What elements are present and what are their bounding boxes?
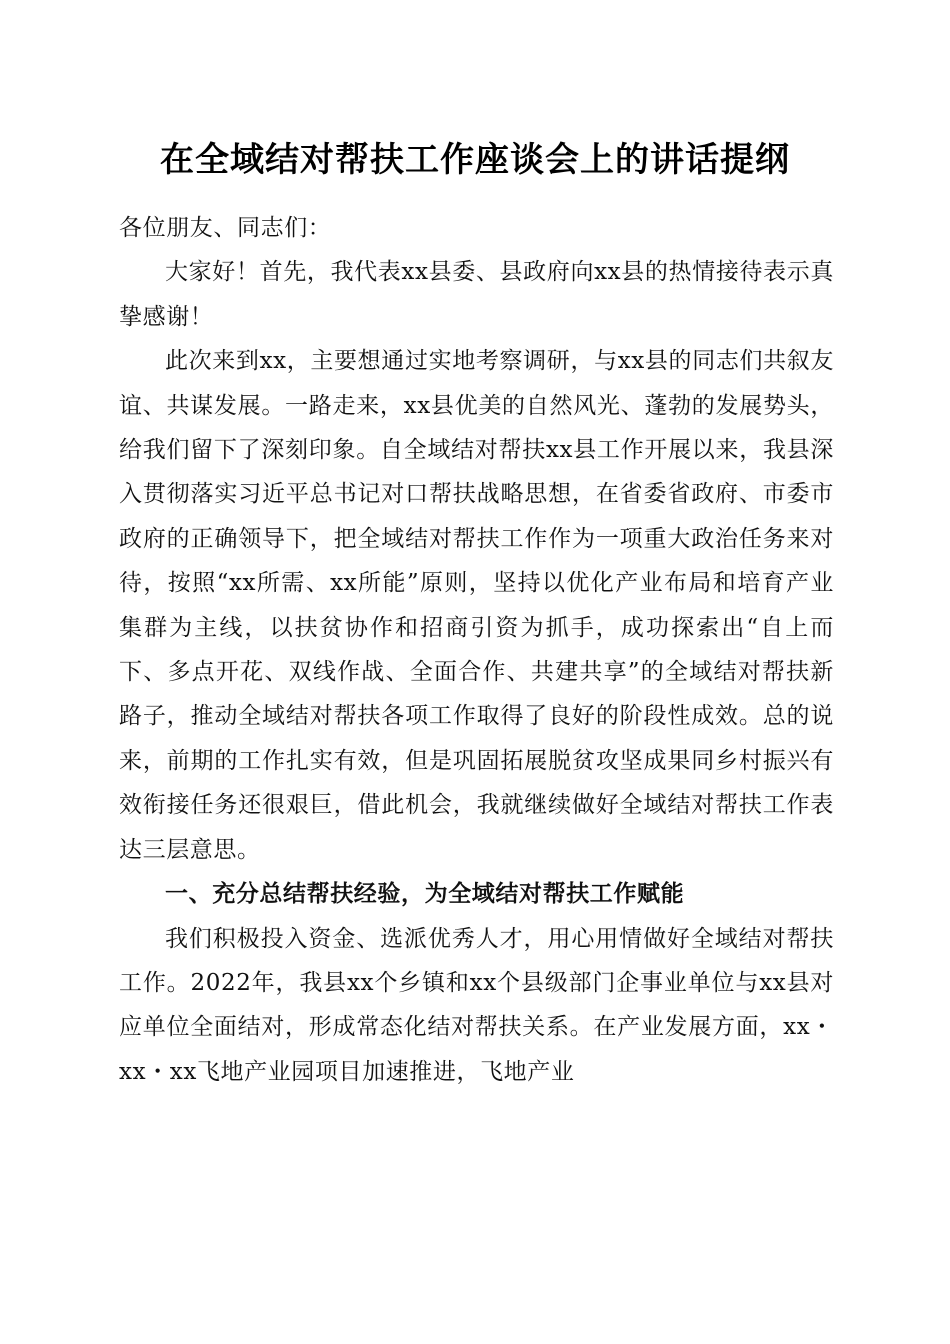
section-heading: 一、充分总结帮扶经验，为全域结对帮扶工作赋能 [165,881,685,908]
document-body [119,206,834,1094]
paragraph-greeting: 大家好！首先，我代表xx县委、县政府向xx县的热情接待表示真挚感谢！ [119,259,834,330]
paragraph-introduction: 此次来到xx，主要想通过实地考察调研，与xx县的同志们共叙友谊、共谋发展。一路走来，xx县优美的自然风光、蓬勃的发展势头，给我们留下了深刻印象。自全域结对帮扶xx县工作开展以来，我县深入贯彻落实习近平总书记对口帮扶战略思想，在省委省政府、市委市政府的正确领导下，把全域结对帮扶工作作为一项重大政治任务来对待，按照“xx所需、xx所能”原则，坚持以优化产业布局和培育产业集群为主线，以扶贫协作和招商引资为抓手，成功探索出“自上而下、多点开花、双线作战、全面合作、共建共享”的全域结对帮扶新路子，推动全域结对帮扶各项工作取得了良好的阶段性成效。总的说来，前期的工作扎实有效，但是巩固拓展脱贫攻坚成果同乡村振兴有效衔接任务还很艰巨，借此机会，我就继续做好全域结对帮扶工作表达三层意思。 [119,348,834,863]
salutation: 各位朋友、同志们： [119,215,332,241]
paragraph-section-one: 我们积极投入资金、选派优秀人才，用心用情做好全域结对帮扶工作。2022年，我县xx个乡镇和xx个县级部门企事业单位与xx县对应单位全面结对，形成常态化结对帮扶关系。在产业发展方面，xx・xx・xx飞地产业园项目加速推进，飞地产业 [119,925,834,1085]
document-title: 在全域结对帮扶工作座谈会上的讲话提纲 [160,140,790,180]
